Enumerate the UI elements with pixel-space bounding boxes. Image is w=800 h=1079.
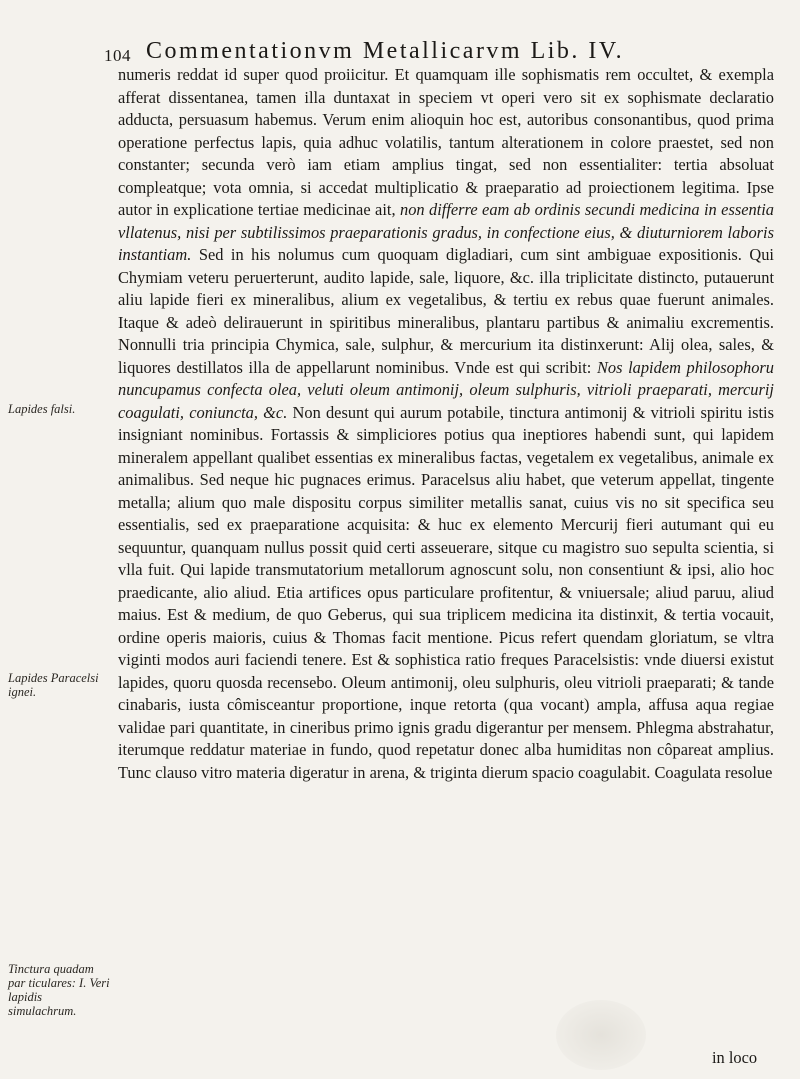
text-run: Non desunt qui aurum potabile, tinctura antimonij & vitrioli spiritu istis insigniant nominibus. Fortassis & simpliciores potius qua ineptiores habendi sunt, qui lapidem mineralem appellant qualibet essentias ex mineralibus factas, vegetalem ex vegetalibus, animale ex animalibus. Sed neque hic pugnaces erimus. Paracelsus aliu habet, que veterum appellat, tingente metalla; alium quo male dispositu corpus similiter metallis sanat, cuius vis no sit specifica seu essentialis, sed ex praeparatione acquisita: & huc ex elemento Mercurij fieri autumant qui eu sequuntur, quanquam nullus possit quid certi asseuerare, sitque cu magistro suo sepulta scientia, si vlla fuit. Qui lapide transmutatorium metallorum agnoscunt solu, non consentiunt & ipsi, alio hoc praedicante, alio aliud. Etia artifices opus particulare profitentur, & vniuersale; aliud paruu, aliud maius. Est & medium, de quo Geberus, qui sua triplicem medicina ita distinxit, & tertia vocauit, ordine operis maioris, cuius & Thomas facit mentione. Picus refert quendam gloriatum, se vltra viginti modos auri faciendi tenere. Est & sophistica ratio freques Paracelsistis: vnde diuersi existut lapides, quoru quosda recensebo. Oleum antimonij, oleu sulphuris, oleu vitrioli praeparati; & tande cinabaris, iusta cômisceantur proportione, inque retorta (qua vocant) ampla, affusa aqua regiae validae pari quantitate, in cineribus primo ignis gradu digerantur per mensem. Phlegma abstrahatur, iterumque reddatur materiae in fundo, quod repetatur donec alba humiditas non côpareat amplius. Tunc clauso vitro materia digeratur in arena, & triginta dierum spacio coagulabit. Coagulata resolue <box>118 402 774 782</box>
italic-quotation: non differre eam ab ordinis secundi medicina in essentia vllatenus, nisi per subtilissimos praeparationis gradus, in confectione eius, & diuturniorem laboris instantiam. <box>118 200 774 264</box>
page-header <box>104 34 764 68</box>
text-run: Sed in his nolumus cum quoquam digladiari, cum sint ambiguae expositionis. Qui Chymiam veteru peruerterunt, audito lapide, sale, liquore, &c. illa triplicitate distincto, putauerunt aliu lapide fieri ex mineralibus, alium ex vegetalibus, & tertiu ex rebus quae fuerunt animales. Itaque & adeò delirauerunt in spiritibus mineralibus, plantaru partibus & animaliu excrementis. Nonnulli tria principia Chymica, sale, sulphur, & mercurium ita distinxerunt: Alij olea, sales, & liquores destillatos illa de appellarunt nominibus. Vnde est qui scribit: <box>118 245 774 377</box>
main-text-block <box>118 64 774 784</box>
running-head: Commentationvm Metallicarvm Lib. IV. <box>146 38 625 64</box>
italic-quotation: Nos lapidem philosophoru nuncupamus confecta olea, veluti oleum antimonij, oleum sulphuris, vitrioli praeparati, mercurij coagulati, coniuncta, &c. <box>118 357 774 422</box>
catchword: in loco <box>712 1048 758 1067</box>
text-paragraph <box>118 64 774 784</box>
marginal-note-lapides-paracelsi: Lapides Paracelsi ignei. <box>8 671 99 699</box>
paper-stain <box>556 1000 646 1070</box>
marginal-note-lapides-falsi: Lapides falsi. <box>8 402 76 416</box>
marginal-note-tinctura: Tinctura quadam par ticulares: I. Veri lapidis simulachrum. <box>8 962 110 1018</box>
page-number: 104 <box>104 46 131 65</box>
text-run: numeris reddat id super quod proiicitur. Et quamquam ille sophismatis rem occultet, & exempla afferat dissentanea, tamen illa duntaxat in speciem vt operi vero sit ex sophismate declaratio adducta, persuasum habemus. Verum enim alioquin hoc est, autoribus consonantibus, quod prima operatione perfectus lapis, quia adhuc volatilis, tantum alterationem in colore praestet, sed non constanter; secunda verò iam etiam amplius tingat, sed non essentialiter: tertia absoluat compleatque; vota omnia, si accedat multiplicatio & praeparatio ad proiectionem legitima. Ipse autor in explicatione tertiae medicinae ait, <box>118 65 774 219</box>
